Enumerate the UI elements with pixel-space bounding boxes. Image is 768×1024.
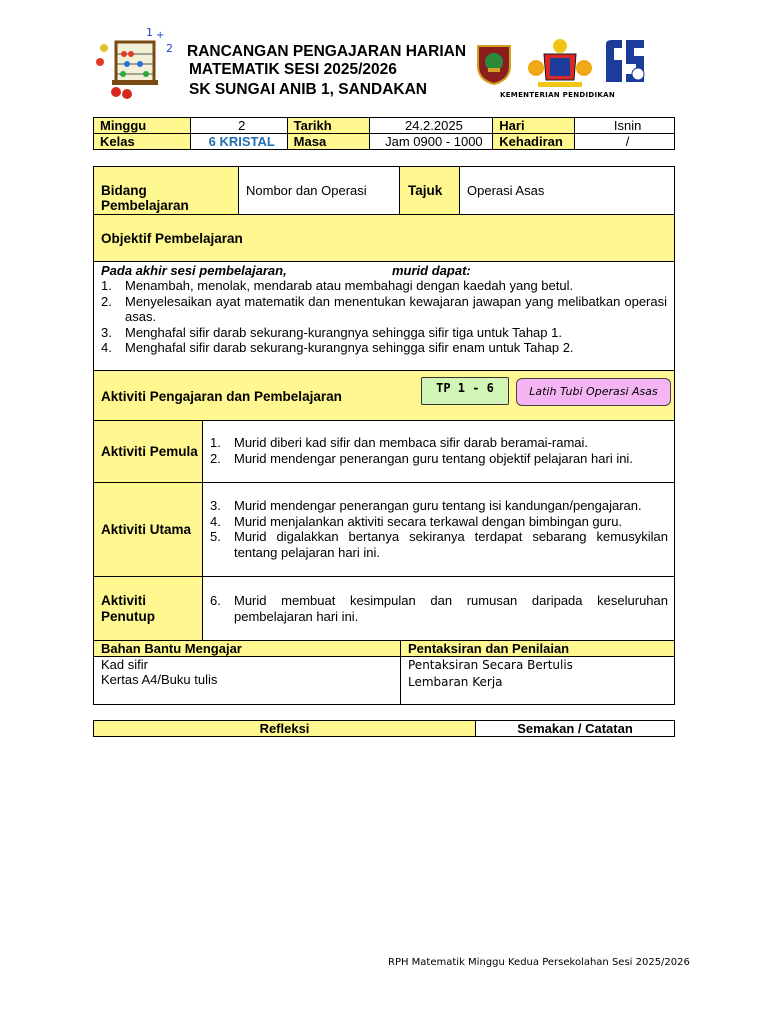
list-item: 2. Murid mendengar penerangan guru tentang objektif pelajaran hari ini. <box>210 450 633 466</box>
bahan-item: Kertas A4/Buku tulis <box>101 672 218 687</box>
objektif-label: Objektif Pembelajaran <box>101 231 243 246</box>
bahan-label: Bahan Bantu Mengajar <box>101 641 242 656</box>
tarikh-value: 24.2.2025 <box>369 118 493 134</box>
list-item: 3. Murid mendengar penerangan guru tentang isi kandungan/pengajaran. <box>210 498 642 513</box>
svg-text:+: + <box>156 30 165 41</box>
penutup-list <box>210 593 668 624</box>
pemula-label-cell <box>93 420 203 483</box>
list-item: 1. Menambah, menolak, mendarab atau membahagi dengan kaedah yang betul. <box>101 278 574 293</box>
utama-list <box>210 498 668 560</box>
tajuk-value-cell <box>459 166 675 215</box>
list-item: 1. Murid diberi kad sifir dan membaca sifir darab beramai-ramai. <box>210 435 589 450</box>
objektif-intro-b: murid dapat: <box>392 263 471 278</box>
minggu-label: Minggu <box>94 118 191 134</box>
penutup-label-b: Penutup <box>101 609 155 624</box>
bidang-label-cell <box>93 166 239 215</box>
pentaksiran-label-cell <box>400 640 675 657</box>
semakan-label: Semakan / Catatan <box>517 721 633 736</box>
aktiviti-label: Aktiviti Pengajaran dan Pembelajaran <box>101 389 342 404</box>
svg-text:2: 2 <box>166 42 173 55</box>
penutup-content-cell <box>202 576 675 641</box>
masa-value: Jam 0900 - 1000 <box>369 134 493 150</box>
penutup-label-a: Aktiviti <box>101 593 147 608</box>
tajuk-label: Tajuk <box>408 183 443 198</box>
ministry-logo-icon <box>602 38 648 86</box>
doc-title: RANCANGAN PENGAJARAN HARIAN <box>187 43 467 60</box>
tajuk-label-cell <box>399 166 460 215</box>
minggu-value: 2 <box>190 118 287 134</box>
objektif-content-cell <box>93 261 675 371</box>
svg-text:1: 1 <box>146 26 153 39</box>
school-crest-icon <box>470 38 518 86</box>
penutup-label-cell <box>93 576 203 641</box>
pemula-content-cell <box>202 420 675 483</box>
kelas-value: 6 KRISTAL <box>190 134 287 150</box>
list-item: 3. Menghafal sifir darab sekurang-kurangnya sehingga sifir tiga untuk Tahap 1. <box>101 324 562 340</box>
utama-label-cell <box>93 482 203 577</box>
objektif-label-cell <box>93 214 675 262</box>
kelas-label: Kelas <box>94 134 191 150</box>
utama-content-cell <box>202 482 675 577</box>
bahan-content-cell <box>93 656 401 705</box>
list-item: 4. Murid menjalankan aktiviti secara terkawal dengan bimbingan guru. <box>210 513 623 529</box>
list-item: 5. Murid digalakkan bertanya sekiranya terdapat sebarang kemusykilan tentang pelajaran hari ini. <box>210 529 668 560</box>
list-item: 4. Menghafal sifir darab sekurang-kurangnya sehingga sifir enam untuk Tahap 2. <box>101 340 574 355</box>
pentaksiran-item: Pentaksiran Secara Bertulis <box>408 658 573 672</box>
hari-label: Hari <box>493 118 575 134</box>
tp-badge: TP 1 - 6 <box>421 377 509 405</box>
refleksi-label: Refleksi <box>259 721 310 736</box>
list-item: 6. Murid membuat kesimpulan dan rumusan daripada keseluruhan pembelajaran hari ini. <box>210 593 668 624</box>
ministry-label: KEMENTERIAN PENDIDIKAN <box>500 91 615 99</box>
page-footer: RPH Matematik Minggu Kedua Persekolahan Sesi 2025/2026 <box>388 957 690 968</box>
pemula-label: Aktiviti Pemula <box>101 444 198 459</box>
latih-tubi-badge: Latih Tubi Operasi Asas <box>516 378 671 406</box>
bidang-value: Nombor dan Operasi <box>246 183 367 198</box>
government-crest-icon <box>524 36 596 92</box>
tajuk-value: Operasi Asas <box>467 183 545 198</box>
pentaksiran-item: Lembaran Kerja <box>408 675 503 689</box>
objektif-intro-a: Pada akhir sesi pembelajaran, <box>101 263 287 278</box>
semakan-cell <box>475 720 675 737</box>
refleksi-cell <box>93 720 476 737</box>
tarikh-label: Tarikh <box>287 118 369 134</box>
pentaksiran-label: Pentaksiran dan Penilaian <box>408 641 570 656</box>
objektif-list <box>101 278 667 356</box>
list-item: 2. Menyelesaikan ayat matematik dan menentukan kewajaran jawapan yang melibatkan operasi asas. <box>101 293 667 324</box>
doc-subtitle: MATEMATIK SESI 2025/2026 <box>189 61 397 78</box>
pentaksiran-content-cell <box>400 656 675 705</box>
bahan-item: Kad sifir <box>101 657 148 672</box>
masa-label: Masa <box>287 134 369 150</box>
abacus-clipart <box>94 24 178 100</box>
info-table <box>93 117 675 150</box>
hari-value: Isnin <box>575 118 675 134</box>
bidang-value-cell <box>238 166 400 215</box>
bidang-label: Bidang Pembelajaran <box>101 183 189 213</box>
school-name: SK SUNGAI ANIB 1, SANDAKAN <box>189 81 427 98</box>
pemula-list <box>210 435 668 466</box>
kehadiran-label: Kehadiran <box>493 134 575 150</box>
bahan-label-cell <box>93 640 401 657</box>
kehadiran-value: / <box>575 134 675 150</box>
utama-label: Aktiviti Utama <box>101 522 192 537</box>
